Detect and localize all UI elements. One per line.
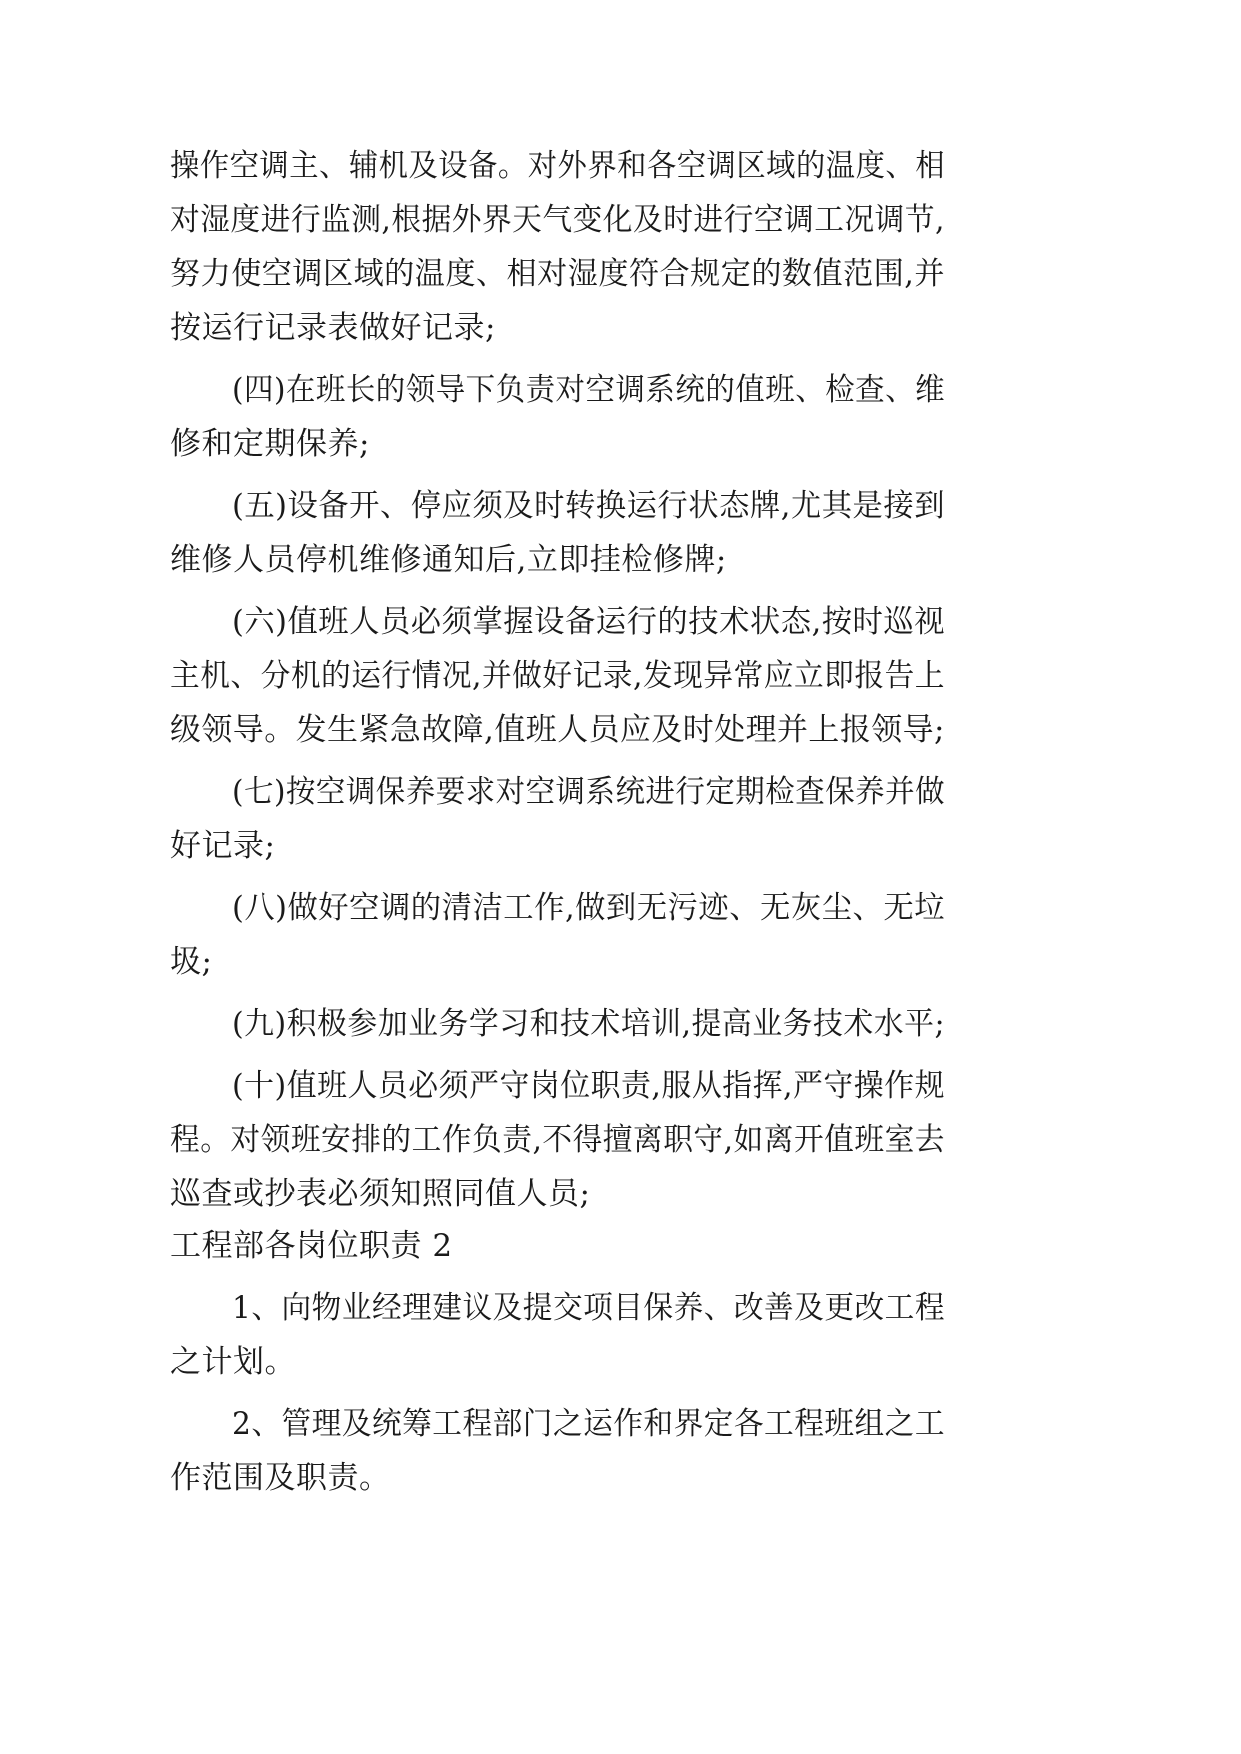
text-line: 主机、分机的运行情况,并做好记录,发现异常应立即报告上: [170, 658, 946, 694]
list-item-2: 2、管理及统筹工程部门之运作和界定各工程班组之工: [232, 1406, 946, 1442]
text-line: 努力使空调区域的温度、相对湿度符合规定的数值范围,并: [170, 256, 945, 292]
section-heading: 工程部各岗位职责 2: [170, 1228, 453, 1264]
list-item-8: (八)做好空调的清洁工作,做到无污迹、无灰尘、无垃: [232, 890, 946, 926]
list-item-5: (五)设备开、停应须及时转换运行状态牌,尤其是接到: [232, 488, 946, 524]
list-item-6: (六)值班人员必须掌握设备运行的技术状态,按时巡视: [232, 604, 946, 640]
text-line: 作范围及职责。: [170, 1460, 391, 1496]
text-line: 级领导。发生紧急故障,值班人员应及时处理并上报领导;: [170, 712, 945, 748]
list-item-4: (四)在班长的领导下负责对空调系统的值班、检查、维: [232, 372, 946, 408]
list-item-7: (七)按空调保养要求对空调系统进行定期检查保养并做: [232, 774, 946, 810]
list-item-10: (十)值班人员必须严守岗位职责,服从指挥,严守操作规: [232, 1068, 945, 1104]
list-item-9: (九)积极参加业务学习和技术培训,提高业务技术水平;: [232, 1006, 946, 1042]
text-line: 操作空调主、辅机及设备。对外界和各空调区域的温度、相: [170, 148, 946, 184]
text-line: 好记录;: [170, 828, 276, 864]
text-line: 圾;: [170, 944, 213, 980]
text-line: 对湿度进行监测,根据外界天气变化及时进行空调工况调节,: [170, 202, 946, 238]
text-line: 程。对领班安排的工作负责,不得擅离职守,如离开值班室去: [170, 1122, 946, 1158]
text-line: 巡查或抄表必须知照同值人员;: [170, 1176, 591, 1212]
list-item-1: 1、向物业经理建议及提交项目保养、改善及更改工程: [232, 1290, 946, 1326]
text-line: 之计划。: [170, 1344, 296, 1380]
text-line: 修和定期保养;: [170, 426, 370, 462]
text-line: 按运行记录表做好记录;: [170, 310, 496, 346]
text-line: 维修人员停机维修通知后,立即挂检修牌;: [170, 542, 727, 578]
